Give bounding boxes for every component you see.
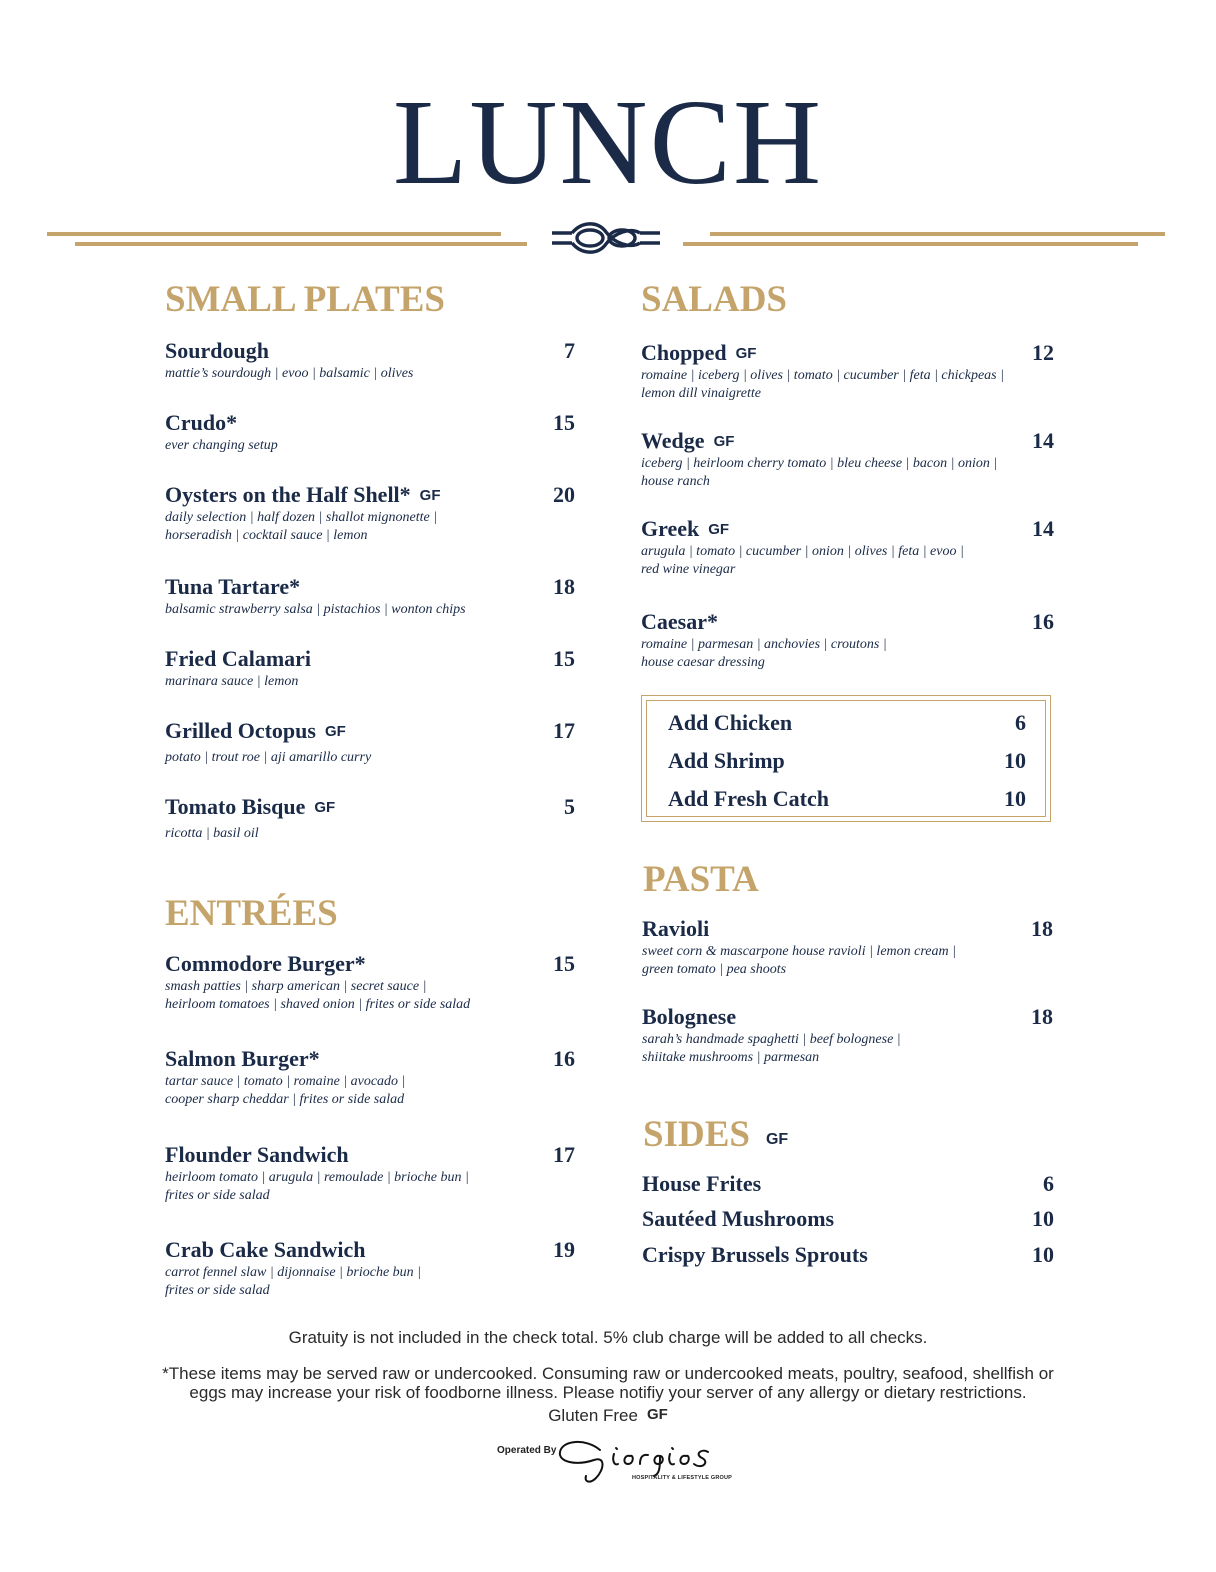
gluten-free-badge: GF (708, 521, 730, 538)
item-price: 15 (553, 410, 575, 435)
raw-warning-line-2: eggs may increase your risk of foodborne illness. Please notifiy your server of any allergy or dietary restrictions. (189, 1383, 1027, 1402)
item-price: 17 (553, 1142, 575, 1167)
menu-item (165, 340, 575, 383)
addon-name: Add Fresh Catch (668, 786, 829, 811)
item-name: Commodore Burger* (165, 951, 366, 976)
menu-item (165, 484, 575, 545)
item-description: potato | trout roe | aji amarillo curry (165, 750, 372, 765)
item-name: Sourdough (165, 338, 269, 363)
salads-heading: SALADS (641, 279, 787, 320)
item-name: Fried Calamari (165, 646, 312, 671)
menu-item (165, 720, 575, 767)
side-name: House Frites (642, 1171, 762, 1196)
item-price: 18 (1031, 1004, 1053, 1029)
item-description: daily selection | half dozen | shallot mignonette | horseradish | cocktail sauce | lemon (165, 510, 438, 543)
item-name: Chopped GF (641, 340, 757, 365)
item-name: Oysters on the Half Shell* GF (165, 482, 441, 507)
item-description: tartar sauce | tomato | romaine | avocado | cooper sharp cheddar | frites or side salad (165, 1074, 406, 1107)
item-name: Flounder Sandwich (165, 1142, 349, 1167)
item-name: Crudo* (165, 410, 238, 435)
item-description: ever changing setup (165, 438, 278, 453)
addon-name: Add Chicken (668, 710, 793, 735)
menu-item (165, 953, 575, 1014)
addon-price: 10 (1004, 748, 1026, 773)
gluten-free-badge: GF (314, 799, 336, 816)
raw-warning-line-1: *These items may be served raw or undercooked. Consuming raw or undercooked meats, poultry, seafood, shellfish or (162, 1364, 1054, 1383)
item-price: 17 (553, 718, 575, 743)
item-name: Ravioli (642, 916, 710, 941)
divider-right-outer (710, 232, 1165, 236)
menu-item (165, 1144, 575, 1205)
small-plates-heading: SMALL PLATES (165, 279, 445, 320)
item-description: smash patties | sharp american | secret sauce | heirloom tomatoes | shaved onion | frites or side salad (165, 979, 471, 1012)
operated-by-label: Operated By (497, 1445, 557, 1456)
item-description: iceberg | heirloom cherry tomato | bleu cheese | bacon | onion | house ranch (641, 456, 998, 489)
gluten-free-badge: GF (765, 1131, 789, 1148)
menu-item (165, 412, 575, 455)
item-name: Crab Cake Sandwich (165, 1237, 366, 1262)
menu-item (642, 918, 1053, 979)
divider-left-outer (47, 232, 501, 236)
menu-item (641, 342, 1054, 403)
addon-price: 10 (1004, 786, 1026, 811)
item-price: 19 (553, 1237, 575, 1262)
addon-row (668, 750, 1026, 772)
menu-item (165, 1048, 575, 1109)
item-name: Tuna Tartare* (165, 574, 301, 599)
gluten-free-badge: GF (646, 1406, 668, 1423)
side-price: 6 (1043, 1171, 1054, 1196)
menu-item (165, 1239, 575, 1300)
item-name: Bolognese (642, 1004, 737, 1029)
item-description: mattie’s sourdough | evoo | balsamic | olives (165, 366, 414, 381)
item-description: marinara sauce | lemon (165, 674, 299, 689)
gratuity-note: Gratuity is not included in the check total. 5% club charge will be added to all checks. (288, 1328, 928, 1347)
item-name: Salmon Burger* (165, 1046, 320, 1071)
gluten-free-badge: GF (735, 345, 757, 362)
addon-row (668, 712, 1026, 734)
item-name: Grilled Octopus GF (165, 718, 346, 743)
addon-price: 6 (1015, 710, 1026, 735)
gluten-free-badge: GF (419, 487, 441, 504)
item-price: 16 (1032, 609, 1054, 634)
menu-item (642, 1006, 1053, 1067)
menu-item (165, 576, 575, 619)
sides-heading: SIDES GF (643, 1114, 789, 1155)
divider-left-inner (75, 242, 527, 246)
side-price: 10 (1032, 1242, 1054, 1267)
item-price: 5 (564, 794, 575, 819)
side-item (642, 1173, 1054, 1195)
salad-addons-box (641, 695, 1051, 822)
item-description: sarah’s handmade spaghetti | beef bolognese | shiitake mushrooms | parmesan (642, 1032, 901, 1065)
item-price: 15 (553, 646, 575, 671)
menu-item (165, 648, 575, 691)
side-name: Crispy Brussels Sprouts (642, 1242, 868, 1267)
item-name: Tomato Bisque GF (165, 794, 336, 819)
item-description: carrot fennel slaw | dijonnaise | brioche bun | frites or side salad (165, 1265, 422, 1298)
item-price: 18 (1031, 916, 1053, 941)
side-price: 10 (1032, 1206, 1054, 1231)
item-description: romaine | iceberg | olives | tomato | cucumber | feta | chickpeas | lemon dill vinaigrette (641, 368, 1004, 401)
item-description: balsamic strawberry salsa | pistachios | wonton chips (165, 602, 466, 617)
divider-right-inner (683, 242, 1138, 246)
gluten-free-legend: Gluten Free GF (548, 1406, 668, 1425)
addon-name: Add Shrimp (668, 748, 785, 773)
item-description: ricotta | basil oil (165, 826, 259, 841)
item-description: arugula | tomato | cucumber | onion | olives | feta | evoo | red wine vinegar (641, 544, 964, 577)
item-price: 20 (553, 482, 575, 507)
side-name: Sautéed Mushrooms (642, 1206, 835, 1231)
menu-item (641, 611, 1054, 672)
item-description: heirloom tomato | arugula | remoulade | brioche bun | frites or side salad (165, 1170, 469, 1203)
item-price: 16 (553, 1046, 575, 1071)
pasta-heading: PASTA (643, 859, 759, 900)
item-price: 14 (1032, 428, 1054, 453)
item-price: 14 (1032, 516, 1054, 541)
gluten-free-badge: GF (324, 723, 346, 740)
entrees-heading: ENTRÉES (165, 893, 338, 934)
item-description: romaine | parmesan | anchovies | croutons | house caesar dressing (641, 637, 887, 670)
item-description: sweet corn & mascarpone house ravioli | lemon cream | green tomato | pea shoots (642, 944, 956, 977)
item-price: 15 (553, 951, 575, 976)
item-price: 18 (553, 574, 575, 599)
side-item (642, 1208, 1054, 1230)
knot-icon (550, 218, 662, 258)
item-name: Caesar* (641, 609, 718, 634)
item-name: Wedge GF (641, 428, 735, 453)
menu-item (165, 796, 575, 843)
item-price: 12 (1032, 340, 1054, 365)
addon-row (668, 788, 1026, 810)
logo-subtitle: HOSPITALITY & LIFESTYLE GROUP (632, 1475, 733, 1481)
gluten-free-badge: GF (713, 433, 735, 450)
menu-title: LUNCH (392, 75, 824, 210)
menu-item (641, 518, 1054, 579)
item-price: 7 (564, 338, 575, 363)
item-name: Greek GF (641, 516, 730, 541)
side-item (642, 1244, 1054, 1266)
menu-item (641, 430, 1054, 491)
